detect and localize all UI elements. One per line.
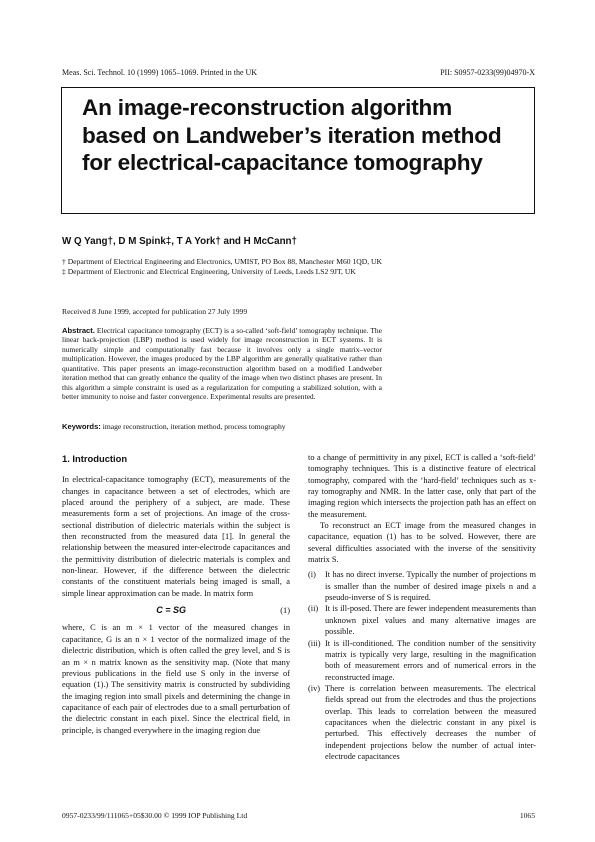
difficulty-list bbox=[308, 569, 536, 762]
intro-paragraph-4: To reconstruct an ECT image from the measured changes in capacitance, equation (1) has to be solved. However, there are several difficulties associated with the inverse of the sensitivity matrix S. bbox=[308, 521, 536, 565]
affiliations bbox=[62, 257, 382, 277]
section-heading: 1. Introduction bbox=[62, 453, 128, 464]
affiliation-umist: † Department of Electrical Engineering and Electronics, UMIST, PO Box 88, Manchester M60 1QD, UK bbox=[62, 257, 382, 266]
list-item-text: It is ill-conditioned. The condition number of the sensitivity matrix is typically very large, resulting in the magnification both of measurement errors and of numerical errors in the reconstructed image. bbox=[325, 638, 536, 682]
pii-identifier: PII: S0957-0233(99)04970-X bbox=[440, 68, 535, 77]
list-item bbox=[308, 603, 536, 637]
list-marker: (ii) bbox=[308, 604, 319, 614]
keywords bbox=[62, 422, 286, 431]
list-item bbox=[308, 569, 536, 603]
intro-paragraph-1: In electrical-capacitance tomography (ECT), measurements of the changes in capacitance between a set of electrodes, which are placed around the periphery of a subject, are made. These measurements form a set of projections. An image of the cross-sectional distribution of dielectric materials within the subject is then reconstructed from the measured data [1]. In general the relationship between the measured inter-electrode capacitances and the permittivity distribution of dielectric materials is complex and non-linear. However, if the difference between the dielectric constants of the constituent materials being imaged is small, a simple linear approximation can be made. In matrix form bbox=[62, 475, 290, 598]
left-column bbox=[62, 440, 290, 736]
page-number: 1065 bbox=[519, 811, 535, 820]
abstract-text: Electrical capacitance tomography (ECT) is a so-called ‘soft-field’ tomography technique. The linear back-projection (LBP) method is used widely for image reconstruction in ECT systems. It is numerically simple and computationally fast because it involves only a single matrix–vector multiplication. However, the images produced by the LBP algorithm are generally qualitative rather than quantitative. This paper presents an image-reconstruction algorithm based on a modified Landweber iteration method that can greatly enhance the quality of the image when two distinct phases are present. In this algorithm a simple constraint is used as a regularization for computing a stabilized solution, with a better immunity to noise and faster convergence. Experimental results are presented. bbox=[62, 326, 383, 402]
list-item-text: It is ill-posed. There are fewer independent measurements than unknown pixel values and many alternative images are possible. bbox=[325, 604, 536, 637]
intro-paragraph-3: to a change of permittivity in any pixel, ECT is called a ‘soft-field’ tomography techniques. This is a distinctive feature of electrical tomography, compared with the ‘hard-field’ techniques such as x-ray tomography and NMR. In the latter case, only that part of the imaging region which intersects the projection path has an effect on the measurement. bbox=[308, 453, 536, 519]
abstract bbox=[62, 326, 382, 402]
list-marker: (iii) bbox=[308, 638, 321, 648]
equation-1 bbox=[62, 605, 290, 616]
author-list: W Q Yang†, D M Spink‡, T A York† and H McCann† bbox=[62, 236, 297, 247]
affiliation-leeds: ‡ Department of Electronic and Electrical Engineering, University of Leeds, Leeds LS2 9JT, UK bbox=[62, 267, 356, 277]
list-item bbox=[308, 638, 536, 683]
list-item-text: There is correlation between measurements. The electrical fields spread out from the electrodes and thus the projections overlap. This leads to correlation between the measured capacitances when the dielectric constant in any pixel is perturbed. This effectively decreases the number of independent projections below the number of actual inter-electrode capacitances bbox=[325, 683, 536, 761]
journal-citation: Meas. Sci. Technol. 10 (1999) 1065–1069. Printed in the UK bbox=[62, 68, 258, 77]
list-item bbox=[308, 683, 536, 762]
received-date: Received 8 June 1999, accepted for publication 27 July 1999 bbox=[62, 307, 248, 316]
intro-paragraph-2: where, C is an m × 1 vector of the measured changes in capacitance, G is an n × 1 vector of the normalized image of the dielectric distribution, which is often called the grey level, and S is an m × n matrix known as the sensitivity map. (Note that many previous publications in the field use S only in the inverse of equation (1).) The sensitivity matrix is constructed by subdividing the imaging region into small pixels and determining the change in capacitance of each pair of electrodes due to a small perturbation of the dielectric constant in each pixel. Since the electrical field, in principle, is changed everywhere in the imaging region due bbox=[62, 623, 290, 735]
equation-number: (1) bbox=[280, 606, 290, 616]
equation-body: C = SG bbox=[156, 605, 187, 616]
right-column bbox=[308, 452, 536, 762]
abstract-label: Abstract. bbox=[62, 326, 95, 335]
paper-title: An image-reconstruction algorithm based on Landweber’s iteration method for electrical-capacitance tomography bbox=[82, 95, 502, 176]
list-marker: (i) bbox=[308, 570, 316, 580]
title-box bbox=[61, 87, 535, 214]
keywords-text: image reconstruction, iteration method, process tomography bbox=[102, 422, 286, 431]
list-marker: (iv) bbox=[308, 683, 321, 693]
copyright-line: 0957-0233/99/111065+05$30.00 © 1999 IOP Publishing Ltd bbox=[62, 811, 248, 820]
keywords-label: Keywords: bbox=[62, 422, 101, 431]
list-item-text: It has no direct inverse. Typically the number of projections m is smaller than the number of desired image pixels n and a pseudo-inverse of S is required. bbox=[325, 570, 536, 603]
